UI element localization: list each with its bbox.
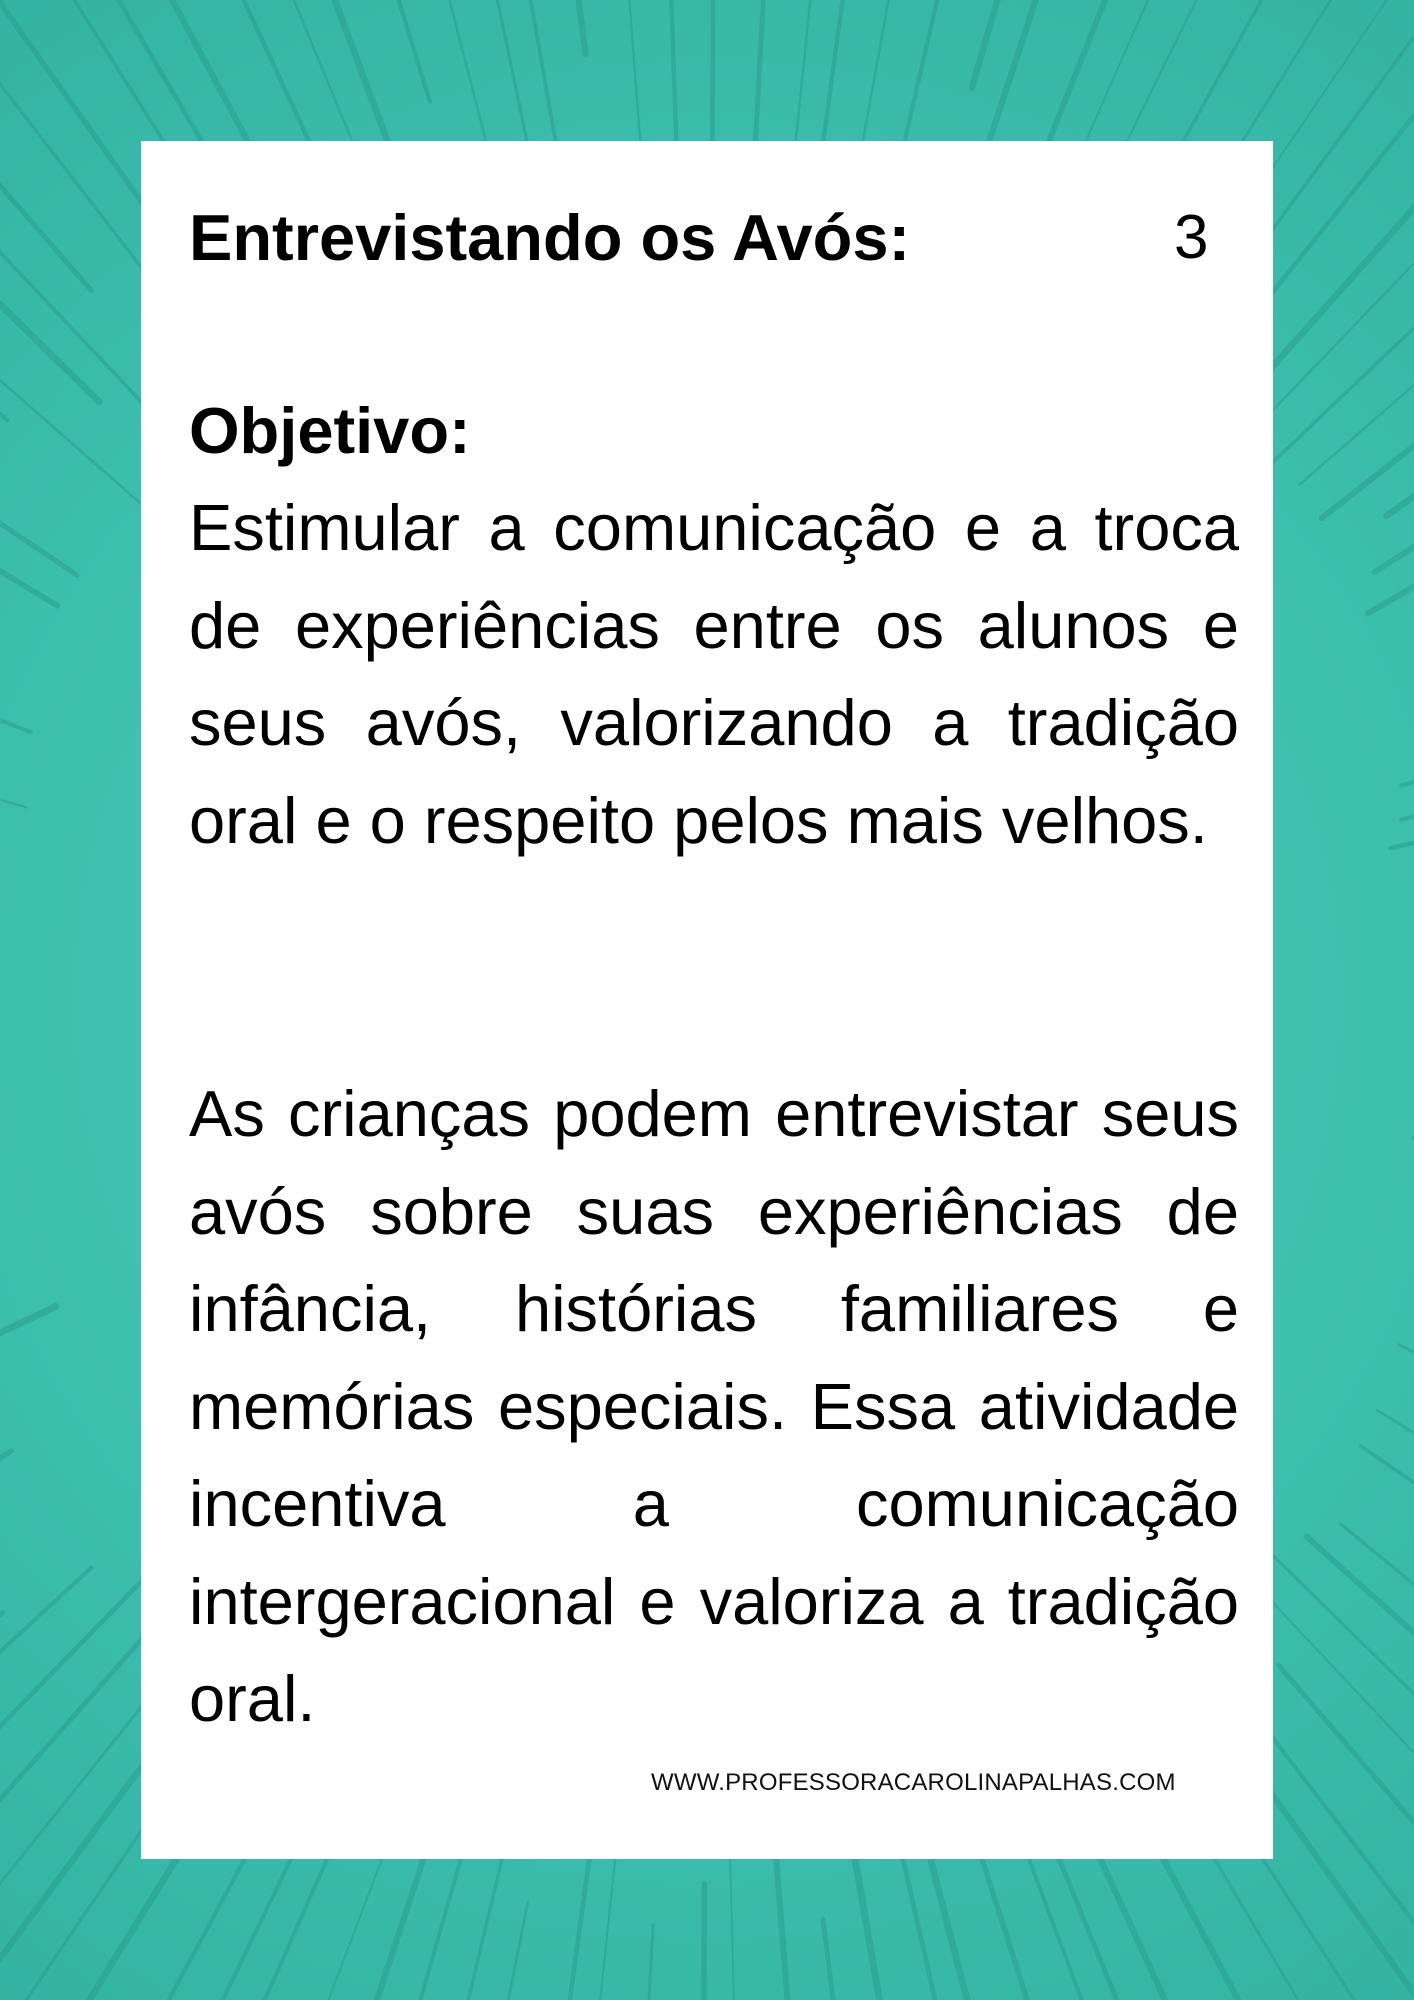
- burst-ray: [702, 1884, 704, 2000]
- burst-ray: [1048, 0, 1262, 145]
- burst-ray: [0, 591, 27, 807]
- burst-ray: [1265, 0, 1414, 375]
- burst-ray: [1377, 1410, 1414, 1783]
- activity-paragraph: As crianças podem entrevistar seus avós sobre suas experiências de infância, histórias familiares e memórias especiais. Essa atividade incentiva a comunicação intergeracional e valoriza a tradição oral.: [189, 1077, 1239, 1735]
- burst-ray: [0, 1307, 56, 1639]
- page-number: 3: [1174, 203, 1209, 272]
- burst-ray: [620, 1925, 653, 2000]
- burst-ray: [0, 11, 140, 502]
- burst-ray: [0, 43, 7, 420]
- burst-ray: [1099, 1856, 1332, 2000]
- burst-ray: [516, 0, 586, 54]
- burst-ray: [0, 222, 57, 606]
- burst-ray: [1361, 1446, 1414, 1845]
- title-row: [189, 193, 1219, 283]
- burst-ray: [1085, 0, 1312, 142]
- burst-ray: [1401, 623, 1414, 820]
- burst-ray: [823, 1920, 895, 2000]
- objective-label: Objetivo:: [189, 394, 471, 467]
- burst-ray: [1390, 675, 1414, 849]
- burst-ray: [265, 0, 430, 101]
- page-title: Entrevistando os Avós:: [189, 201, 911, 274]
- website-url: WWW.PROFESSORACAROLINAPALHAS.COM: [651, 1769, 1176, 1796]
- burst-ray: [591, 0, 642, 162]
- content-card: [141, 141, 1273, 1859]
- objective-paragraph: Estimular a comunicação e a troca de experiências entre os alunos e seus avós, valorizando a tradição oral e o respeito pelos mais velhos.: [189, 491, 1239, 857]
- burst-ray: [0, 1451, 11, 1816]
- burst-ray: [1300, 16, 1414, 485]
- burst-ray: [1368, 243, 1414, 614]
